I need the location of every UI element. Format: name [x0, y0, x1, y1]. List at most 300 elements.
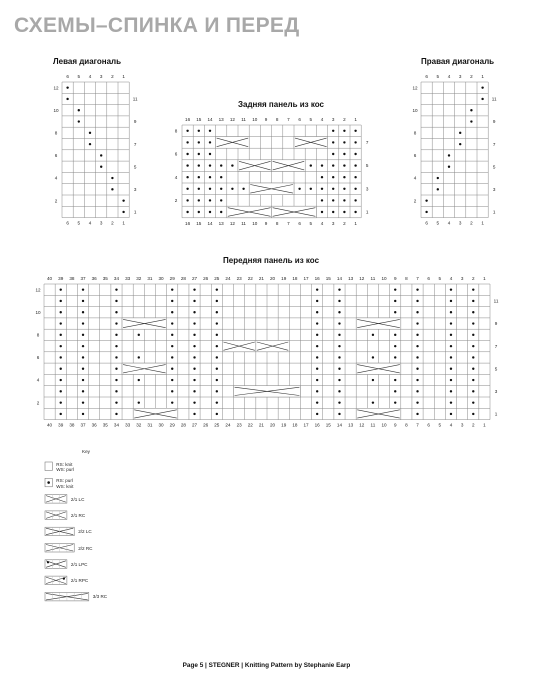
stitch-number: 4 — [320, 220, 324, 226]
purl-dot — [209, 153, 211, 155]
purl-dot — [193, 345, 195, 347]
stitch-number: 32 — [136, 422, 142, 428]
row-number-rs: 3 — [492, 186, 496, 192]
key-label: 2/2 LC — [78, 529, 92, 535]
purl-dot — [338, 322, 340, 324]
purl-dot — [310, 188, 312, 190]
stitch-number: 10 — [381, 276, 387, 281]
stitch-number: 22 — [247, 276, 253, 281]
row-number-ws: 6 — [54, 153, 58, 159]
purl-dot — [472, 322, 474, 324]
page-footer: Page 5 | STEGNER | Knitting Pattern by Stephanie Earp — [182, 662, 351, 669]
purl-dot — [332, 199, 334, 201]
row-number-ws: 4 — [36, 377, 40, 383]
stitch-number: 11 — [370, 422, 376, 428]
stitch-number: 27 — [191, 422, 198, 428]
purl-dot — [122, 199, 124, 201]
purl-dot — [316, 390, 318, 392]
purl-dot — [321, 211, 323, 213]
row-number-rs: 11 — [132, 96, 138, 102]
stitch-number: 11 — [241, 220, 246, 226]
stitch-number: 6 — [427, 422, 430, 428]
row-number-ws: 6 — [413, 153, 417, 159]
purl-dot — [416, 311, 418, 313]
stitch-number: 20 — [270, 422, 276, 428]
purl-dot — [316, 368, 318, 370]
purl-dot — [209, 164, 211, 166]
purl-dot — [338, 390, 340, 392]
purl-dot — [193, 334, 195, 336]
stitch-number: 29 — [169, 422, 175, 428]
stitch-number: 5 — [436, 220, 440, 226]
stitch-number: 5 — [436, 74, 440, 79]
purl-dot — [316, 379, 318, 381]
purl-dot — [416, 300, 418, 302]
purl-dot — [82, 379, 84, 381]
purl-dot — [186, 176, 188, 178]
key-label: RS: knit WS: purl — [56, 462, 74, 473]
purl-dot — [171, 379, 173, 381]
stitch-number: 6 — [298, 220, 301, 226]
purl-dot — [60, 390, 62, 392]
row-number-ws: 10 — [35, 309, 41, 315]
stitch-number: 37 — [80, 422, 86, 428]
purl-dot — [321, 199, 323, 201]
purl-dot — [171, 368, 173, 370]
purl-dot — [115, 413, 117, 415]
stitch-number: 25 — [214, 276, 220, 281]
purl-dot — [354, 199, 356, 201]
purl-dot — [171, 390, 173, 392]
purl-dot — [448, 154, 450, 156]
purl-dot — [338, 311, 340, 313]
row-number-rs: 7 — [133, 141, 137, 147]
purl-dot — [138, 401, 140, 403]
stitch-number: 14 — [336, 422, 343, 428]
purl-dot — [472, 379, 474, 381]
stitch-number: 1 — [483, 422, 486, 428]
stitch-number: 19 — [281, 276, 287, 281]
row-number-rs: 1 — [494, 411, 498, 417]
purl-dot — [115, 401, 117, 403]
purl-dot — [198, 176, 200, 178]
purl-dot — [171, 311, 173, 313]
purl-dot — [372, 334, 374, 336]
purl-dot — [193, 379, 195, 381]
purl-dot — [394, 379, 396, 381]
purl-dot — [198, 153, 200, 155]
stitch-number: 2 — [343, 220, 346, 226]
stitch-number: 1 — [354, 220, 357, 226]
purl-dot — [60, 322, 62, 324]
purl-dot — [193, 311, 195, 313]
purl-dot — [111, 188, 113, 190]
purl-dot — [111, 177, 113, 179]
purl-dot — [416, 334, 418, 336]
purl-dot — [193, 390, 195, 392]
purl-dot — [472, 300, 474, 302]
stitch-number: 3 — [99, 220, 103, 226]
stitch-number: 13 — [348, 422, 354, 428]
row-number-rs: 1 — [365, 209, 369, 215]
purl-dot — [372, 356, 374, 358]
purl-dot — [82, 288, 84, 290]
purl-dot — [354, 176, 356, 178]
purl-dot — [343, 211, 345, 213]
stitch-number: 15 — [196, 220, 202, 226]
purl-dot — [60, 368, 62, 370]
row-number-ws: 10 — [53, 107, 59, 113]
stitch-number: 12 — [229, 220, 235, 226]
purl-dot — [354, 164, 356, 166]
row-number-rs: 3 — [365, 186, 369, 192]
purl-dot — [316, 300, 318, 302]
stitch-number: 18 — [292, 276, 298, 281]
purl-dot — [198, 199, 200, 201]
purl-dot — [472, 311, 474, 313]
stitch-number: 10 — [252, 117, 258, 122]
row-number-rs: 9 — [494, 321, 498, 327]
purl-dot — [60, 401, 62, 403]
purl-dot — [343, 164, 345, 166]
purl-dot — [231, 188, 233, 190]
purl-dot — [220, 211, 222, 213]
purl-dot — [416, 368, 418, 370]
purl-dot — [78, 120, 80, 122]
stitch-number: 6 — [427, 276, 430, 281]
row-number-rs: 11 — [493, 298, 499, 304]
stitch-number: 7 — [416, 276, 419, 281]
purl-dot — [343, 176, 345, 178]
purl-dot — [332, 211, 334, 213]
purl-dot — [216, 390, 218, 392]
stitch-number: 2 — [343, 117, 346, 122]
purl-dot — [198, 130, 200, 132]
front-panel-title: Передняя панель из кос — [223, 256, 320, 265]
purl-dot — [450, 288, 452, 290]
purl-dot — [89, 143, 91, 145]
row-number-rs: 5 — [365, 163, 369, 169]
purl-dot — [450, 413, 452, 415]
stitch-number: 5 — [309, 117, 313, 122]
purl-dot — [338, 345, 340, 347]
stitch-number: 31 — [147, 276, 153, 281]
stitch-number: 22 — [247, 422, 253, 428]
purl-dot — [416, 401, 418, 403]
purl-dot — [138, 379, 140, 381]
row-number-rs: 9 — [133, 119, 137, 125]
purl-dot — [186, 130, 188, 132]
purl-dot — [321, 176, 323, 178]
row-number-rs: 5 — [494, 366, 498, 372]
stitch-number: 24 — [225, 422, 231, 428]
purl-dot — [343, 153, 345, 155]
stitch-number: 21 — [258, 276, 264, 281]
stitch-number: 28 — [180, 422, 186, 428]
purl-dot — [193, 356, 195, 358]
row-number-rs: 11 — [491, 96, 497, 102]
row-number-ws: 2 — [174, 198, 178, 203]
purl-dot — [216, 345, 218, 347]
stitch-number: 35 — [102, 422, 108, 428]
stitch-number: 8 — [275, 220, 279, 226]
purl-dot — [60, 413, 62, 415]
purl-dot — [394, 390, 396, 392]
stitch-number: 1 — [481, 220, 484, 226]
left-diagonal-chart — [40, 68, 150, 233]
right-diagonal-title: Правая диагональ — [421, 57, 495, 66]
purl-dot — [198, 141, 200, 143]
purl-dot — [82, 390, 84, 392]
row-number-rs: 5 — [492, 164, 496, 170]
purl-dot — [416, 322, 418, 324]
purl-dot — [338, 413, 340, 415]
purl-dot — [394, 356, 396, 358]
purl-dot — [171, 322, 173, 324]
purl-dot — [216, 322, 218, 324]
stitch-number: 4 — [447, 74, 451, 79]
stitch-number: 6 — [298, 117, 301, 122]
stitch-number: 9 — [264, 117, 268, 122]
purl-dot — [60, 300, 62, 302]
purl-dot — [450, 311, 452, 313]
stitch-number: 11 — [241, 117, 246, 122]
stitch-number: 8 — [405, 422, 408, 428]
purl-dot — [66, 86, 68, 88]
purl-dot — [316, 311, 318, 313]
stitch-number: 5 — [438, 276, 442, 281]
purl-dot — [171, 345, 173, 347]
stitch-number: 36 — [91, 276, 97, 281]
purl-dot — [394, 345, 396, 347]
purl-dot — [171, 401, 173, 403]
stitch-number: 20 — [270, 276, 276, 281]
purl-dot — [186, 211, 188, 213]
purl-dot — [231, 164, 233, 166]
purl-dot — [472, 334, 474, 336]
row-number-rs: 1 — [133, 209, 137, 215]
stitch-number: 28 — [180, 276, 186, 281]
stitch-number: 2 — [111, 220, 114, 226]
stitch-number: 4 — [320, 117, 324, 122]
purl-dot — [100, 154, 102, 156]
stitch-number: 2 — [471, 422, 475, 428]
purl-dot — [450, 345, 452, 347]
stitch-number: 16 — [314, 276, 320, 281]
purl-dot — [47, 481, 50, 484]
purl-dot — [354, 188, 356, 190]
purl-dot — [316, 288, 318, 290]
purl-dot — [60, 379, 62, 381]
key-label: 2/2 RC — [78, 545, 93, 551]
purl-dot — [47, 561, 49, 563]
purl-dot — [394, 401, 396, 403]
stitch-number: 40 — [47, 422, 53, 428]
row-number-rs: 1 — [492, 209, 496, 215]
row-number-rs: 7 — [494, 343, 498, 349]
key-label: 2/1 RC — [70, 512, 86, 518]
stitch-number: 7 — [416, 422, 419, 428]
purl-dot — [78, 109, 80, 111]
purl-dot — [171, 356, 173, 358]
purl-dot — [115, 334, 117, 336]
stitch-number: 5 — [77, 74, 81, 79]
stitch-number: 3 — [458, 220, 462, 226]
right-diagonal-chart — [405, 68, 515, 233]
purl-dot — [82, 401, 84, 403]
purl-dot — [198, 211, 200, 213]
row-number-ws: 6 — [174, 151, 178, 157]
stitch-number: 7 — [287, 220, 290, 226]
key-swatch — [45, 462, 52, 471]
stitch-number: 17 — [303, 422, 309, 428]
purl-dot — [193, 413, 195, 415]
stitch-number: 4 — [88, 220, 92, 226]
purl-dot — [332, 176, 334, 178]
purl-dot — [321, 164, 323, 166]
purl-dot — [416, 390, 418, 392]
stitch-number: 23 — [236, 276, 242, 281]
purl-dot — [394, 334, 396, 336]
purl-dot — [316, 356, 318, 358]
stitch-number: 13 — [218, 117, 224, 122]
purl-dot — [338, 300, 340, 302]
purl-dot — [242, 188, 244, 190]
purl-dot — [115, 345, 117, 347]
stitch-number: 40 — [47, 276, 53, 281]
stitch-number: 3 — [331, 220, 335, 226]
key-label: 3/3 RC — [92, 594, 108, 600]
stitch-number: 10 — [252, 220, 258, 226]
row-number-ws: 2 — [413, 198, 417, 204]
stitch-number: 4 — [449, 422, 453, 428]
row-number-ws: 4 — [174, 174, 178, 180]
purl-dot — [316, 413, 318, 415]
purl-dot — [216, 413, 218, 415]
stitch-number: 6 — [66, 74, 69, 79]
purl-dot — [115, 356, 117, 358]
purl-dot — [450, 334, 452, 336]
stitch-number: 2 — [111, 74, 114, 79]
stitch-number: 37 — [80, 276, 86, 281]
stitch-number: 6 — [425, 220, 428, 226]
purl-dot — [450, 390, 452, 392]
stitch-number: 5 — [77, 220, 81, 226]
purl-dot — [82, 322, 84, 324]
purl-dot — [82, 334, 84, 336]
purl-dot — [416, 379, 418, 381]
purl-dot — [89, 132, 91, 134]
stitch-number: 30 — [158, 276, 164, 281]
row-number-ws: 8 — [413, 130, 417, 136]
stitch-number: 13 — [218, 220, 224, 226]
purl-dot — [216, 311, 218, 313]
purl-dot — [171, 334, 173, 336]
stitch-number: 10 — [381, 422, 387, 428]
stitch-number: 16 — [185, 220, 191, 226]
purl-dot — [472, 356, 474, 358]
stitch-number: 26 — [203, 276, 209, 281]
purl-dot — [115, 368, 117, 370]
stitch-number: 34 — [113, 422, 120, 428]
purl-dot — [63, 578, 65, 580]
purl-dot — [115, 390, 117, 392]
stitch-number: 4 — [447, 220, 451, 226]
stitch-number: 3 — [458, 74, 462, 79]
purl-dot — [470, 120, 472, 122]
row-number-rs: 7 — [492, 141, 496, 147]
purl-dot — [321, 188, 323, 190]
stitch-number: 15 — [325, 276, 331, 281]
purl-dot — [416, 345, 418, 347]
stitch-number: 9 — [264, 220, 268, 226]
purl-dot — [115, 288, 117, 290]
purl-dot — [115, 311, 117, 313]
stitch-number: 33 — [125, 422, 131, 428]
stitch-number: 3 — [460, 276, 464, 281]
stitch-number: 1 — [481, 74, 484, 79]
purl-dot — [122, 211, 124, 213]
purl-dot — [198, 164, 200, 166]
purl-dot — [416, 356, 418, 358]
stitch-number: 18 — [292, 422, 298, 428]
row-number-ws: 4 — [54, 175, 58, 181]
stitch-number: 29 — [169, 276, 175, 281]
stitch-number: 16 — [314, 422, 320, 428]
row-number-ws: 10 — [412, 107, 418, 113]
purl-dot — [115, 322, 117, 324]
purl-dot — [220, 164, 222, 166]
stitch-number: 14 — [207, 117, 213, 122]
row-number-ws: 12 — [53, 85, 59, 91]
stitch-number: 38 — [69, 422, 75, 428]
purl-dot — [472, 390, 474, 392]
purl-dot — [186, 188, 188, 190]
stitch-number: 30 — [158, 422, 164, 428]
row-number-ws: 4 — [413, 175, 417, 181]
purl-dot — [450, 322, 452, 324]
purl-dot — [450, 401, 452, 403]
stitch-number: 24 — [225, 276, 231, 281]
purl-dot — [60, 345, 62, 347]
purl-dot — [394, 300, 396, 302]
row-number-ws: 12 — [412, 85, 418, 91]
stitch-number: 9 — [393, 276, 397, 281]
stitch-number: 31 — [147, 422, 153, 428]
purl-dot — [220, 176, 222, 178]
stitch-number: 15 — [196, 117, 202, 122]
purl-dot — [216, 288, 218, 290]
purl-dot — [193, 300, 195, 302]
purl-dot — [338, 334, 340, 336]
purl-dot — [193, 322, 195, 324]
stitch-number: 16 — [185, 117, 191, 122]
purl-dot — [216, 368, 218, 370]
purl-dot — [171, 288, 173, 290]
purl-dot — [354, 141, 356, 143]
purl-dot — [338, 356, 340, 358]
stitch-number: 2 — [471, 276, 475, 281]
purl-dot — [472, 368, 474, 370]
purl-dot — [450, 368, 452, 370]
row-number-rs: 3 — [133, 186, 137, 192]
purl-dot — [372, 401, 374, 403]
purl-dot — [354, 211, 356, 213]
row-number-ws: 8 — [174, 128, 178, 134]
purl-dot — [216, 334, 218, 336]
purl-dot — [60, 311, 62, 313]
left-diagonal-title: Левая диагональ — [53, 57, 122, 66]
